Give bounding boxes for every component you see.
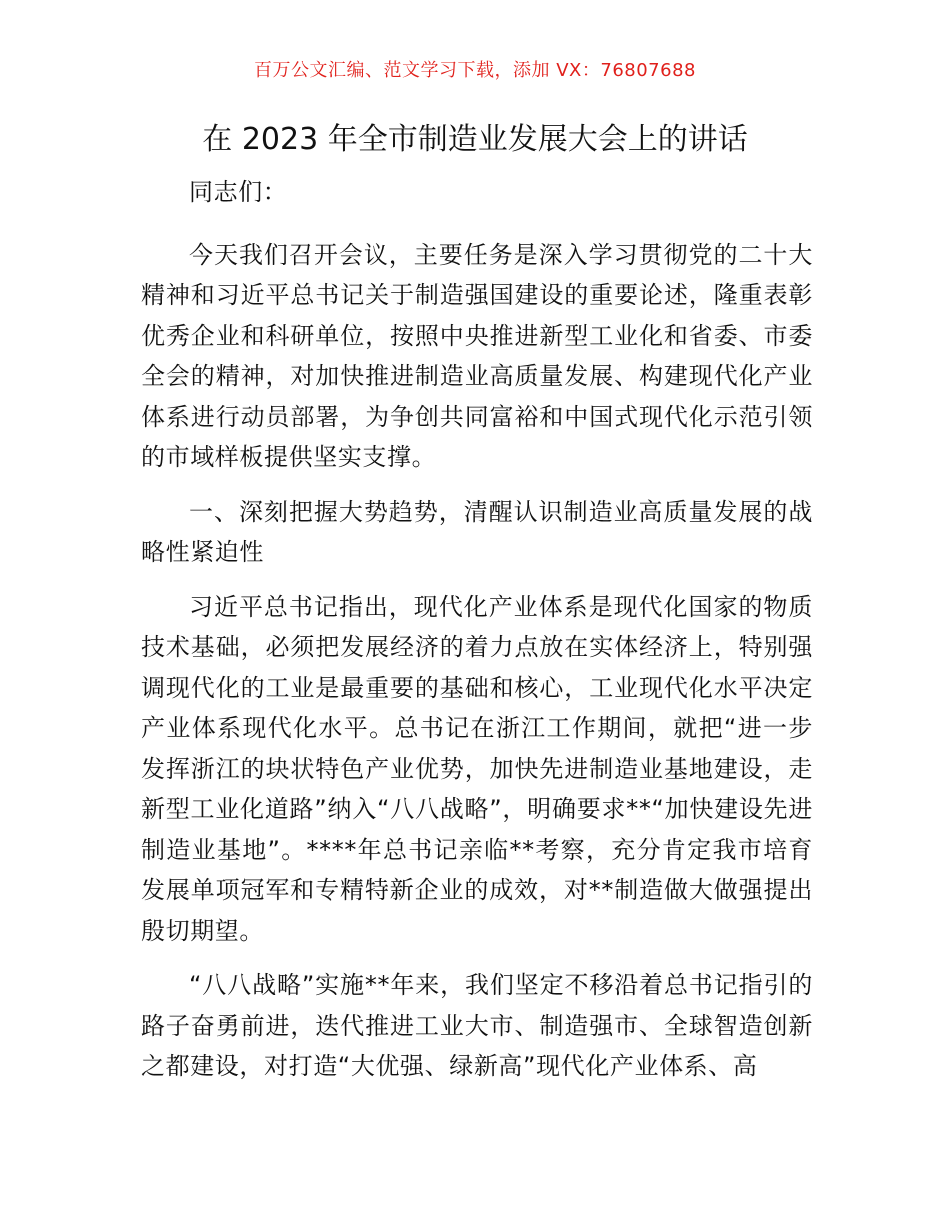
salutation: 同志们： xyxy=(189,178,288,206)
paragraph-intro: 今天我们召开会议，主要任务是深入学习贯彻党的二十大精神和习近平总书记关于制造强国建设的重要论述，隆重表彰优秀企业和科研单位，按照中央推进新型工业化和省委、市委全会的精神，对加快推进制造业高质量发展、构建现代化产业体系进行动员部署，为争创共同富裕和中国式现代化示范引领的市域样板提供坚实支撑。 xyxy=(141,240,813,471)
document-title: 在 2023 年全市制造业发展大会上的讲话 xyxy=(202,122,748,157)
paragraph-1: 习近平总书记指出，现代化产业体系是现代化国家的物质技术基础，必须把发展经济的着力点放在实体经济上，特别强调现代化的工业是最重要的基础和核心，工业现代化水平决定产业体系现代化水平。总书记在浙江工作期间，就把“进一步发挥浙江的块状特色产业优势，加快先进制造业基地建设，走新型工业化道路”纳入“八八战略”，明确要求**“加快建设先进制造业基地”。****年总书记亲临**考察，充分肯定我市培育发展单项冠军和专精特新企业的成效，对**制造做大做强提出殷切期望。 xyxy=(141,592,813,945)
section-heading-1: 一、深刻把握大势趋势，清醒认识制造业高质量发展的战略性紧迫性 xyxy=(141,497,813,566)
paragraph-2: “八八战略”实施**年来，我们坚定不移沿着总书记指引的路子奋勇前进，迭代推进工业大市、制造强市、全球智造创新之都建设，对打造“大优强、绿新高”现代化产业体系、高 xyxy=(141,971,813,1080)
watermark-header: 百万公文汇编、范文学习下载，添加 VX：76807688 xyxy=(254,60,696,81)
document-body xyxy=(141,172,813,1101)
